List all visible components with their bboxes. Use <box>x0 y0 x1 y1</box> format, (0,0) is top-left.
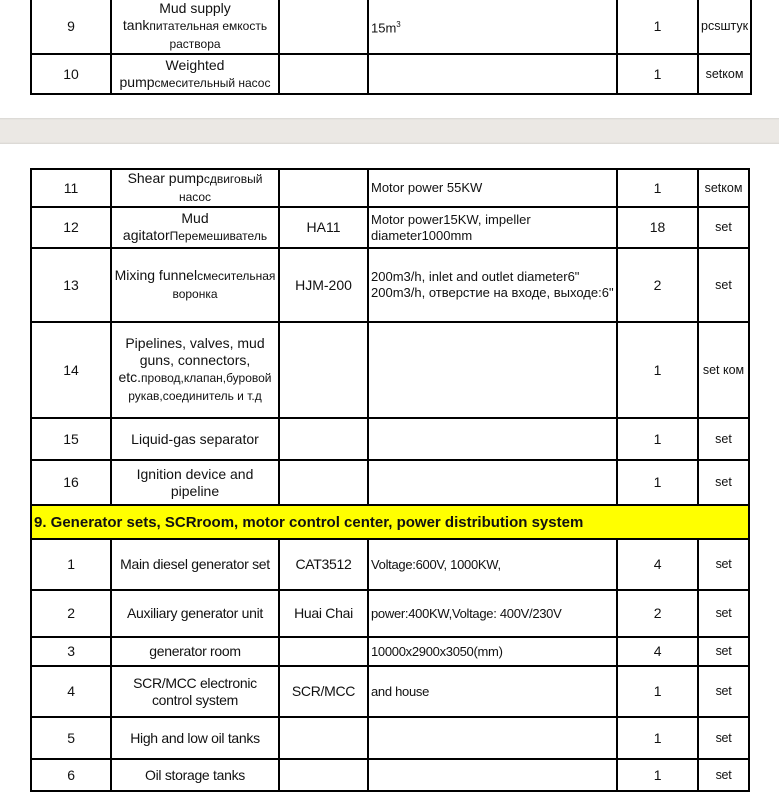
item-name-en: Mud supply tank <box>122 0 231 33</box>
item-spec-superscript: 3 <box>396 19 401 29</box>
item-name-ru: смесительная воронка <box>172 269 276 301</box>
item-name-cell <box>111 169 279 207</box>
table-row <box>31 322 749 418</box>
item-unit: set <box>698 637 749 666</box>
item-unit: set <box>698 590 749 637</box>
item-name-cell <box>111 666 279 717</box>
item-name-en: Mixing funnel <box>114 267 198 283</box>
item-name-cell <box>111 717 279 759</box>
item-model <box>279 169 368 207</box>
item-unit: set <box>698 460 749 505</box>
item-spec <box>368 717 617 759</box>
item-model <box>279 717 368 759</box>
item-model <box>279 418 368 460</box>
item-spec <box>368 418 617 460</box>
item-number: 13 <box>31 248 111 322</box>
item-unit: set <box>698 418 749 460</box>
item-quantity: 1 <box>617 322 698 418</box>
item-unit: set <box>698 539 749 590</box>
item-number: 11 <box>31 169 111 207</box>
item-model: SCR/MCC <box>279 666 368 717</box>
item-name-cell <box>111 590 279 637</box>
item-number: 6 <box>31 759 111 791</box>
item-model <box>279 0 368 54</box>
table-row <box>31 590 749 637</box>
item-model <box>279 322 368 418</box>
item-name-en: Pipelines, valves, mud guns, connectors, etc. <box>118 335 265 385</box>
item-name-ru: провод,клапан,буровой рукав,соединитель и т.д <box>128 371 272 403</box>
item-spec <box>368 460 617 505</box>
item-model: Huai Chai <box>279 590 368 637</box>
item-number: 14 <box>31 322 111 418</box>
item-name-en: Auxiliary generator unit <box>127 605 263 621</box>
item-unit: set <box>698 717 749 759</box>
item-spec <box>368 759 617 791</box>
table-row <box>31 460 749 505</box>
item-number: 16 <box>31 460 111 505</box>
item-name-en: Main diesel generator set <box>120 556 270 572</box>
item-name-cell <box>111 759 279 791</box>
item-quantity: 4 <box>617 637 698 666</box>
item-spec-text: 15m <box>371 20 397 36</box>
item-name-en: Oil storage tanks <box>145 766 245 783</box>
item-number: 1 <box>31 539 111 590</box>
page-top <box>0 0 779 110</box>
item-number: 15 <box>31 418 111 460</box>
section-title: 9. Generator sets, SCRroom, motor control center, power distribution system <box>31 505 749 539</box>
item-name-en: Liquid-gas separator <box>131 430 259 447</box>
item-name-en: Ignition device and pipeline <box>136 465 254 499</box>
item-model <box>279 54 368 94</box>
item-model: CAT3512 <box>279 539 368 590</box>
item-spec <box>368 322 617 418</box>
item-number: 10 <box>31 54 111 94</box>
item-name-en: SCR/MCC electronic control system <box>133 674 257 708</box>
equipment-table-top <box>30 0 752 95</box>
item-spec: 200m3/h, inlet and outlet diameter6" 200m3/h, отверстие на входе, выходе:6" <box>368 248 617 322</box>
item-name-cell <box>111 460 279 505</box>
item-unit: set <box>698 666 749 717</box>
item-model <box>279 460 368 505</box>
item-name-en: Mud agitator <box>122 210 209 243</box>
item-number: 9 <box>31 0 111 54</box>
item-name-cell <box>111 418 279 460</box>
item-number: 4 <box>31 666 111 717</box>
item-name-ru: питательная емкость раствора <box>149 19 268 51</box>
table-row <box>31 759 749 791</box>
page-break <box>0 109 779 160</box>
item-spec <box>368 0 617 54</box>
item-quantity: 1 <box>617 759 698 791</box>
item-spec: 10000x2900x3050(mm) <box>368 637 617 666</box>
item-name-cell <box>111 539 279 590</box>
item-name-cell <box>111 54 279 94</box>
item-unit: pcsштук <box>698 0 751 54</box>
page-separator <box>0 118 779 144</box>
item-model <box>279 637 368 666</box>
item-number: 5 <box>31 717 111 759</box>
item-spec: Motor power 55KW <box>368 169 617 207</box>
table-row <box>31 666 749 717</box>
item-quantity: 1 <box>617 666 698 717</box>
item-name-en: Weighted pump <box>119 56 225 90</box>
item-name-cell <box>111 322 279 418</box>
table-row <box>31 418 749 460</box>
item-spec <box>368 54 617 94</box>
item-unit: set <box>698 248 749 322</box>
item-name-cell <box>111 0 279 54</box>
item-quantity: 18 <box>617 207 698 248</box>
item-name-cell <box>111 248 279 322</box>
item-quantity: 1 <box>617 54 698 94</box>
item-name-ru: смесительный насос <box>154 75 271 90</box>
table-row <box>31 717 749 759</box>
table-row <box>31 54 751 94</box>
item-unit: set ком <box>698 322 749 418</box>
item-model: HA11 <box>279 207 368 248</box>
item-quantity: 1 <box>617 460 698 505</box>
item-unit: set <box>698 759 749 791</box>
item-quantity: 2 <box>617 590 698 637</box>
item-number: 12 <box>31 207 111 248</box>
item-name-cell <box>111 637 279 666</box>
item-model <box>279 759 368 791</box>
section-header-row <box>31 505 749 539</box>
item-unit: setком <box>698 169 749 207</box>
item-quantity: 1 <box>617 418 698 460</box>
table-row <box>31 0 751 54</box>
item-quantity: 1 <box>617 717 698 759</box>
table-row <box>31 637 749 666</box>
equipment-table-bottom <box>30 168 750 792</box>
item-number: 3 <box>31 637 111 666</box>
item-model: HJM-200 <box>279 248 368 322</box>
item-name-en: High and low oil tanks <box>130 729 260 746</box>
table-row <box>31 248 749 322</box>
item-name-ru: Перемешиватель <box>169 229 268 243</box>
item-quantity: 1 <box>617 0 698 54</box>
item-name-en: generator room <box>149 643 241 659</box>
item-spec: Motor power15KW, impeller diameter1000mm <box>368 207 617 248</box>
item-spec: and house <box>368 666 617 717</box>
item-number: 2 <box>31 590 111 637</box>
item-name-cell <box>111 207 279 248</box>
item-unit: setком <box>698 54 751 94</box>
item-quantity: 2 <box>617 248 698 322</box>
item-quantity: 4 <box>617 539 698 590</box>
item-name-en: Shear pump <box>127 170 204 186</box>
item-spec: Voltage:600V, 1000KW, <box>368 539 617 590</box>
item-quantity: 1 <box>617 169 698 207</box>
table-row <box>31 539 749 590</box>
table-row <box>31 169 749 207</box>
item-spec: power:400KW,Voltage: 400V/230V <box>368 590 617 637</box>
item-unit: set <box>698 207 749 248</box>
item-name-ru: сдвиговый насос <box>178 172 263 204</box>
table-row <box>31 207 749 248</box>
